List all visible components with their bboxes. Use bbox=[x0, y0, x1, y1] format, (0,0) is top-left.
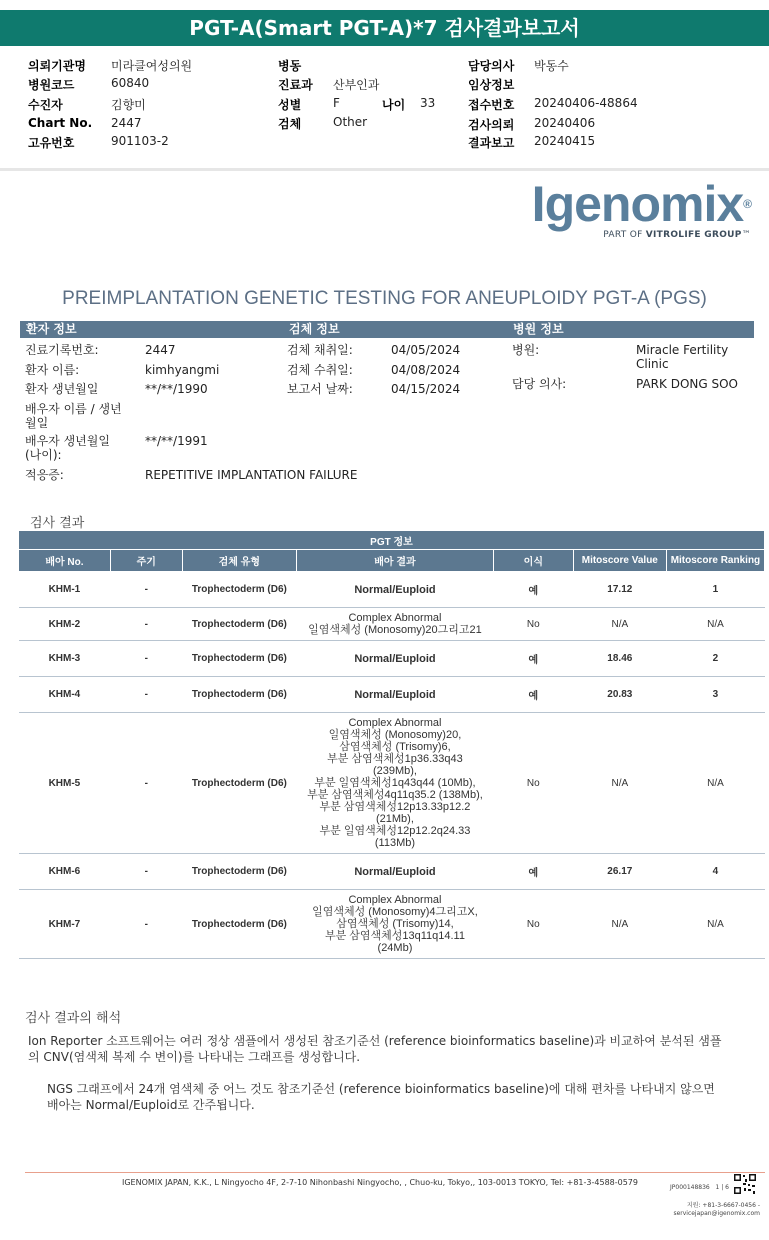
embryo-result-cell: Complex Abnormal 일염색체성 (Monosomy)20, 삼염색체성 (Trisomy)6, 부분 삼염색체성1p36.33q43 (239Mb), 부분 일염색체성1q43q44 (10Mb), 부분 삼염색체성4q11q35.2 (138Mb), 부분 삼염색체성12p13.33p12.2 (21Mb), 부분 일염색체성12p12.2q24.33 (113Mb) bbox=[297, 713, 494, 854]
table-row bbox=[19, 854, 765, 890]
col-embryo-no: 배아 No. bbox=[19, 550, 111, 572]
embryo-result-cell: Normal/Euploid bbox=[297, 677, 494, 713]
transfer-cell: 예 bbox=[493, 854, 573, 890]
hospital-label: 병원: bbox=[512, 343, 540, 357]
transfer-cell: No bbox=[493, 713, 573, 854]
mitoscore-value-cell: N/A bbox=[573, 890, 666, 959]
specimen-type-cell: Trophectoderm (D6) bbox=[182, 713, 296, 854]
col-specimen-type: 검체 유형 bbox=[182, 550, 296, 572]
results-title: 검사 결과 bbox=[30, 516, 85, 531]
cycle-cell: - bbox=[110, 854, 182, 890]
collected-value: 04/05/2024 bbox=[391, 343, 461, 357]
collected-label: 검체 채취일: bbox=[287, 343, 353, 357]
mitoscore-value-cell: 20.83 bbox=[573, 677, 666, 713]
mitoscore-ranking-cell: 2 bbox=[666, 641, 764, 677]
report-title: PGT-A(Smart PGT-A)*7 검사결과보고서 bbox=[0, 10, 769, 46]
qr-code-icon bbox=[733, 1173, 757, 1195]
embryo-result-cell: Normal/Euploid bbox=[297, 641, 494, 677]
embryo-result-cell: Complex Abnormal 일염색체성 (Monosomy)20그리고21 bbox=[297, 608, 494, 641]
embryo-id-cell: KHM-3 bbox=[19, 641, 111, 677]
mitoscore-ranking-cell: 4 bbox=[666, 854, 764, 890]
specimen-type-cell: Trophectoderm (D6) bbox=[182, 608, 296, 641]
mitoscore-ranking-cell: 1 bbox=[666, 572, 764, 608]
report-date-value: 04/15/2024 bbox=[391, 382, 461, 396]
footer-contact: 지원: +81-3-6667-0456 - servicejapan@igenomix.com bbox=[673, 1202, 760, 1217]
record-no-value: 2447 bbox=[145, 343, 176, 357]
received-label: 검체 수취일: bbox=[287, 363, 353, 377]
report-date-label: 보고서 날짜: bbox=[287, 382, 353, 396]
received-value: 04/08/2024 bbox=[391, 363, 461, 377]
table-row bbox=[19, 890, 765, 959]
table-group-header: PGT 정보 bbox=[19, 531, 765, 550]
transfer-cell: No bbox=[493, 890, 573, 959]
table-row bbox=[19, 677, 765, 713]
mitoscore-value-cell: 18.46 bbox=[573, 641, 666, 677]
table-row bbox=[19, 713, 765, 854]
table-row bbox=[19, 641, 765, 677]
sample-info-header: 검체 정보 bbox=[283, 321, 508, 338]
interpretation-paragraph-1: Ion Reporter 소프트웨어는 여러 정상 샘플에서 생성된 참조기준선 (reference bioinformatics baseline)과 비교하여 분석된 샘플의 CNV(염색체 복제 수 변이)를 나타내는 그래프를 생성합니다. bbox=[28, 1034, 722, 1064]
transfer-cell: 예 bbox=[493, 572, 573, 608]
embryo-id-cell: KHM-5 bbox=[19, 713, 111, 854]
page-code: JP000148836 1 | 6 bbox=[670, 1184, 729, 1191]
mitoscore-ranking-cell: 3 bbox=[666, 677, 764, 713]
embryo-id-cell: KHM-6 bbox=[19, 854, 111, 890]
embryo-result-cell: Normal/Euploid bbox=[297, 854, 494, 890]
embryo-result-cell: Normal/Euploid bbox=[297, 572, 494, 608]
partner-dob-label: 배우자 생년월일 (나이): bbox=[25, 434, 110, 462]
specimen-type-cell: Trophectoderm (D6) bbox=[182, 890, 296, 959]
cycle-cell: - bbox=[110, 677, 182, 713]
cycle-cell: - bbox=[110, 641, 182, 677]
cycle-cell: - bbox=[110, 572, 182, 608]
partner-dob-value: **/**/1991 bbox=[145, 434, 208, 448]
embryo-result-cell: Complex Abnormal 일염색체성 (Monosomy)4그리고X, 삼염색체성 (Trisomy)14, 부분 삼염색체성13q11q14.11 (24Mb) bbox=[297, 890, 494, 959]
footer-address: IGENOMIX JAPAN, K.K., L Ningyocho 4F, 2-7-10 Nihonbashi Ningyocho, , Chuo-ku, Tokyo,, 103-0013 TOKYO, Tel: +81-3-4588-0579 bbox=[121, 1178, 638, 1187]
footer-divider bbox=[25, 1172, 765, 1173]
embryo-id-cell: KHM-7 bbox=[19, 890, 111, 959]
indication-value: REPETITIVE IMPLANTATION FAILURE bbox=[145, 468, 358, 482]
hospital-value: Miracle Fertility Clinic bbox=[636, 343, 729, 371]
transfer-cell: 예 bbox=[493, 677, 573, 713]
specimen-type-cell: Trophectoderm (D6) bbox=[182, 677, 296, 713]
specimen-type-cell: Trophectoderm (D6) bbox=[182, 854, 296, 890]
col-transfer: 이식 bbox=[493, 550, 573, 572]
cycle-cell: - bbox=[110, 608, 182, 641]
patient-dob-value: **/**/1990 bbox=[145, 382, 208, 396]
transfer-cell: No bbox=[493, 608, 573, 641]
igenomix-logo: Igenomix® PART OF VITROLIFE GROUP™ bbox=[531, 176, 751, 240]
table-row bbox=[19, 608, 765, 641]
patient-name-value: kimhyangmi bbox=[145, 363, 220, 377]
table-row bbox=[19, 572, 765, 608]
results-table bbox=[18, 530, 765, 959]
col-mitoscore-value: Mitoscore Value bbox=[573, 550, 666, 572]
partner-name-label: 배우자 이름 / 생년월일 bbox=[25, 402, 122, 430]
mitoscore-value-cell: 17.12 bbox=[573, 572, 666, 608]
col-mitoscore-ranking: Mitoscore Ranking bbox=[666, 550, 764, 572]
col-embryo-result: 배아 결과 bbox=[297, 550, 494, 572]
hospital-info-header: 병원 정보 bbox=[507, 321, 754, 338]
specimen-type-cell: Trophectoderm (D6) bbox=[182, 572, 296, 608]
col-cycle: 주기 bbox=[110, 550, 182, 572]
indication-label: 적응증: bbox=[25, 468, 64, 482]
embryo-id-cell: KHM-1 bbox=[19, 572, 111, 608]
mitoscore-ranking-cell: N/A bbox=[666, 713, 764, 854]
mitoscore-value-cell: N/A bbox=[573, 713, 666, 854]
mitoscore-ranking-cell: N/A bbox=[666, 890, 764, 959]
embryo-id-cell: KHM-4 bbox=[19, 677, 111, 713]
document-title: PREIMPLANTATION GENETIC TESTING FOR ANEUPLOIDY PGT-A (PGS) bbox=[62, 288, 707, 309]
embryo-id-cell: KHM-2 bbox=[19, 608, 111, 641]
cycle-cell: - bbox=[110, 890, 182, 959]
mitoscore-ranking-cell: N/A bbox=[666, 608, 764, 641]
patient-name-label: 환자 이름: bbox=[25, 363, 80, 377]
interpretation-title: 검사 결과의 해석 bbox=[25, 1011, 122, 1026]
mitoscore-value-cell: N/A bbox=[573, 608, 666, 641]
header-divider bbox=[0, 168, 769, 171]
specimen-type-cell: Trophectoderm (D6) bbox=[182, 641, 296, 677]
mitoscore-value-cell: 26.17 bbox=[573, 854, 666, 890]
patient-dob-label: 환자 생년월일 bbox=[25, 382, 99, 396]
doctor-value: PARK DONG SOO bbox=[636, 377, 738, 391]
record-no-label: 진료기록번호: bbox=[25, 343, 99, 357]
patient-info-header: 환자 정보 bbox=[20, 321, 284, 338]
doctor-label: 담당 의사: bbox=[512, 377, 567, 391]
transfer-cell: 예 bbox=[493, 641, 573, 677]
cycle-cell: - bbox=[110, 713, 182, 854]
interpretation-paragraph-2: NGS 그래프에서 24개 염색체 중 어느 것도 참조기준선 (reference bioinformatics baseline)에 대해 편차를 나타내지 않으면 배아는 Normal/Euploid로 간주됩니다. bbox=[47, 1082, 715, 1112]
